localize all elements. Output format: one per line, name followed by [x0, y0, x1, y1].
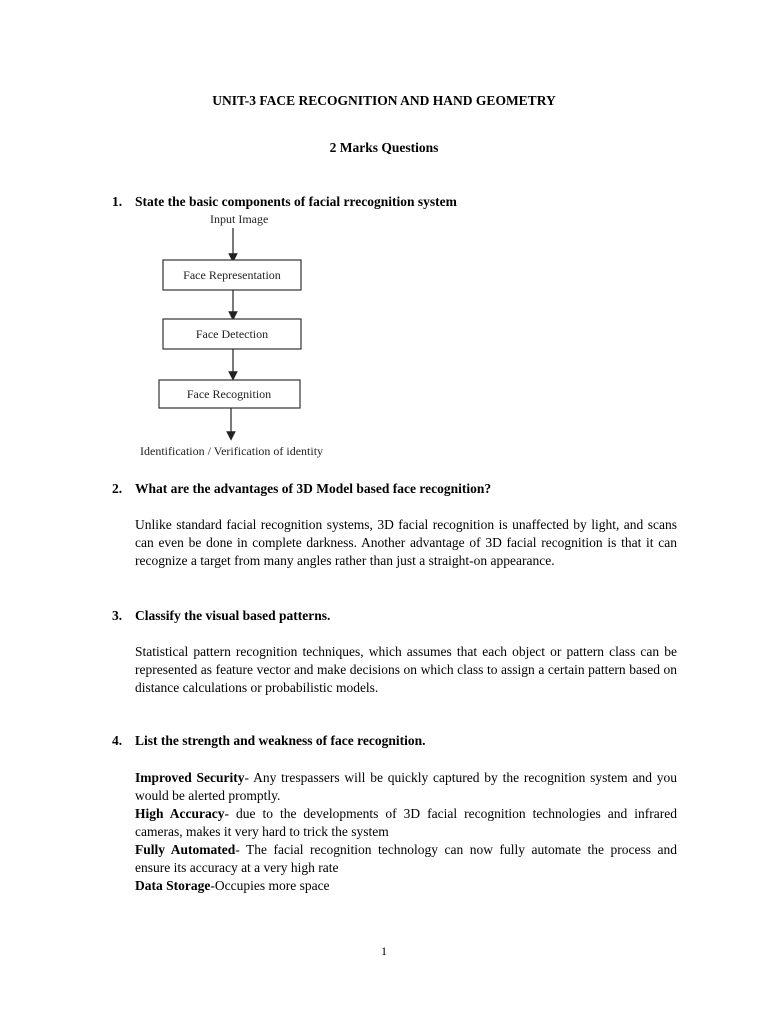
strength-item [135, 805, 677, 841]
question-4 [112, 733, 426, 749]
section-subtitle: 2 Marks Questions [329, 140, 439, 155]
question-2 [112, 481, 491, 497]
weakness-term: Data Storage [135, 878, 211, 893]
question-1-number: 1. [112, 194, 123, 209]
flow-output-label: Identification / Verification of identity [140, 444, 324, 458]
strength-term: Fully Automated [135, 842, 236, 857]
flow-step-face-recognition: Face Recognition [186, 387, 272, 401]
question-3-text: Classify the visual based patterns. [135, 608, 331, 623]
strength-desc: - The facial recognition technology can now fully automate the process and ensure its accuracy at a very high rate [135, 842, 677, 875]
answer-4 [135, 769, 677, 895]
question-3-number: 3. [112, 608, 123, 623]
facial-recognition-flowchart [130, 208, 370, 463]
question-4-number: 4. [112, 733, 123, 748]
flow-step-face-detection: Face Detection [195, 327, 269, 341]
weakness-item [135, 877, 677, 895]
strength-term: Improved Security [135, 770, 245, 785]
flow-input-label: Input Image [210, 212, 269, 226]
question-2-text: What are the advantages of 3D Model based face recognition? [135, 481, 492, 496]
weakness-desc: -Occupies more space [210, 878, 330, 893]
strength-item [135, 841, 677, 877]
strength-term: High Accuracy [135, 806, 225, 821]
question-4-text: List the strength and weakness of face recognition. [135, 733, 426, 748]
answer-2 [135, 516, 677, 570]
strength-desc: - Any trespassers will be quickly captured by the recognition system and you would be alerted promptly. [135, 770, 677, 803]
answer-2-text: Unlike standard facial recognition systems, 3D facial recognition is unaffected by light, and scans can even be done in complete darkness. Another advantage of 3D facial recognition is that it can recognize a target from many angles rather than just a straight-on appearance. [135, 517, 677, 568]
question-2-number: 2. [112, 481, 123, 496]
document-title: UNIT-3 FACE RECOGNITION AND HAND GEOMETRY [212, 93, 556, 108]
strength-desc: - due to the developments of 3D facial recognition technologies and infrared cameras, makes it very hard to trick the system [135, 806, 677, 839]
strength-item [135, 769, 677, 805]
page-number: 1 [381, 944, 387, 958]
question-1-text: State the basic components of facial rrecognition system [135, 194, 457, 209]
answer-3-text: Statistical pattern recognition techniques, which assumes that each object or pattern class can be represented as feature vector and make decisions on which class to assign a certain pattern based on distance calculations or probabilistic models. [135, 644, 677, 695]
question-3 [112, 608, 330, 624]
flow-step-face-representation: Face Representation [183, 268, 281, 282]
answer-3 [135, 643, 677, 697]
